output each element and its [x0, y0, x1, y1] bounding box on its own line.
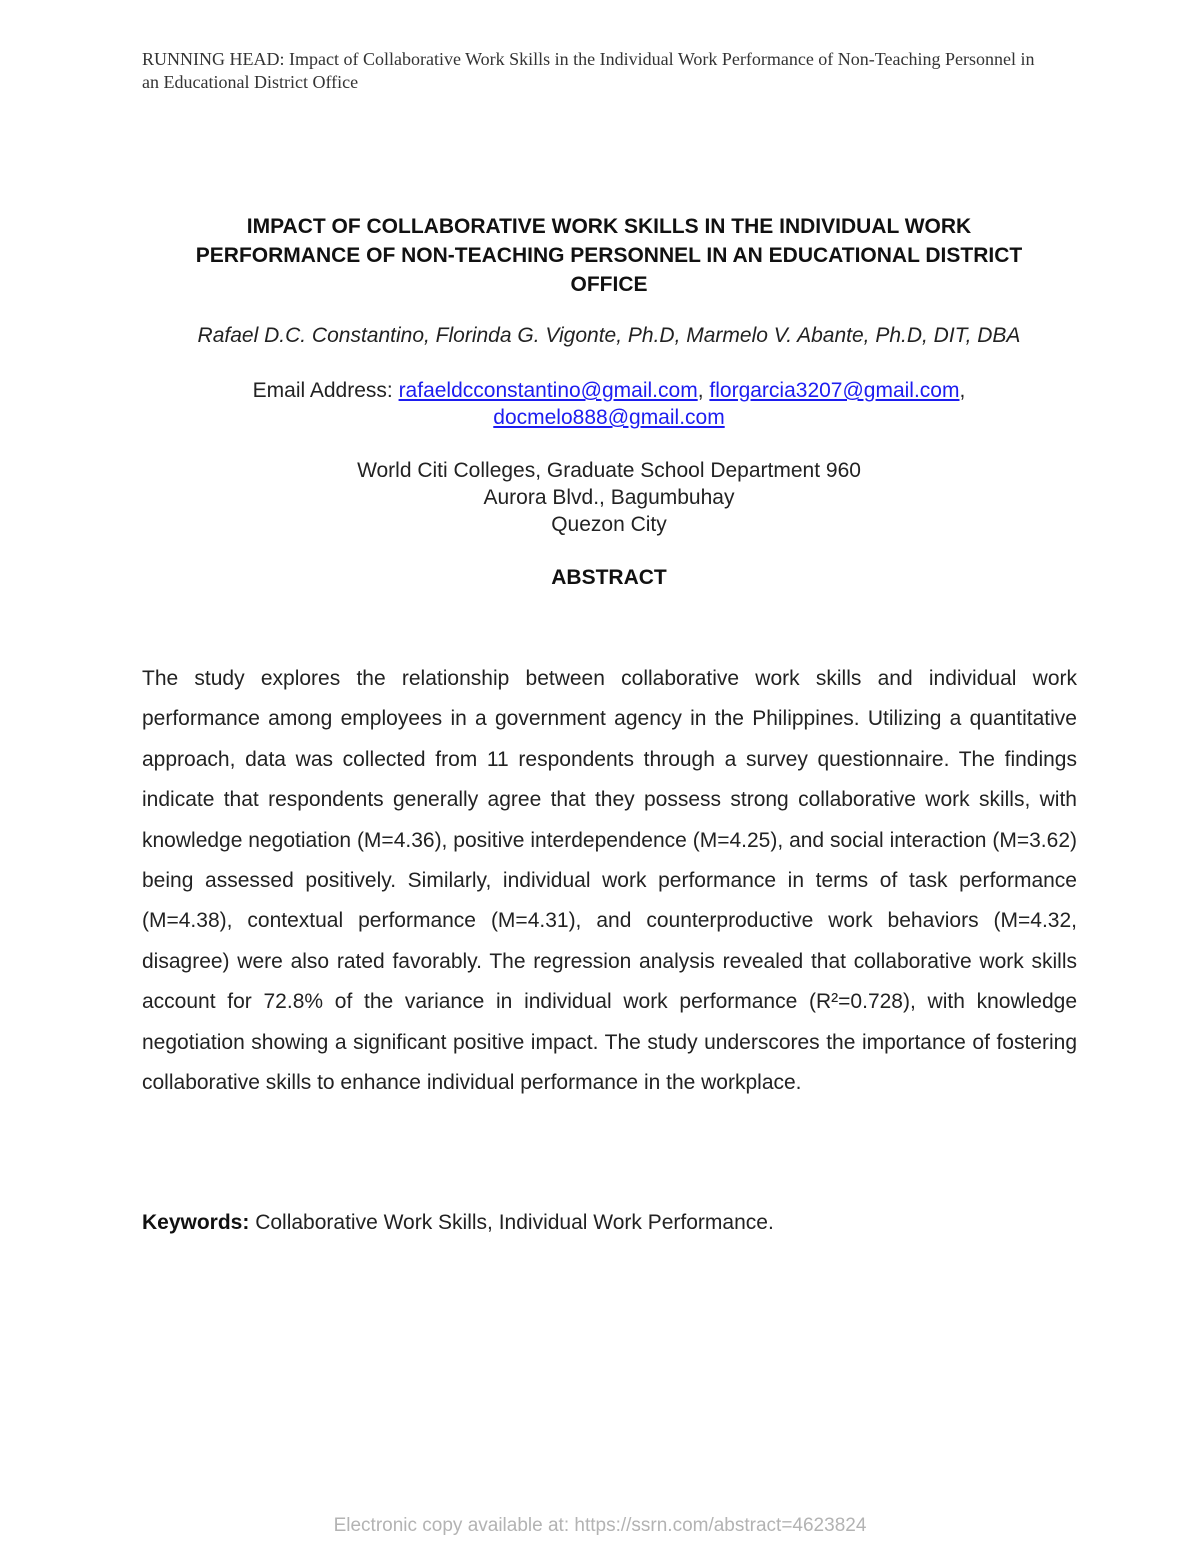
keywords-text: Collaborative Work Skills, Individual Work Performance.	[255, 1211, 774, 1234]
title-line-1: IMPACT OF COLLABORATIVE WORK SKILLS IN THE INDIVIDUAL WORK	[246, 215, 972, 238]
email-addresses	[120, 377, 1098, 431]
email-link-docmelo[interactable]: docmelo888@gmail.com	[493, 406, 725, 429]
affiliation-line-3: Quezon City	[551, 513, 667, 536]
email-separator: ,	[959, 379, 966, 402]
email-link-constantino[interactable]: rafaeldcconstantino@gmail.com	[398, 379, 698, 402]
title-line-3: OFFICE	[570, 273, 648, 296]
affiliation	[120, 457, 1098, 538]
email-separator: ,	[697, 379, 704, 402]
email-link-garcia[interactable]: florgarcia3207@gmail.com	[709, 379, 960, 402]
keywords-label: Keywords:	[142, 1211, 250, 1234]
abstract-heading: ABSTRACT	[551, 566, 667, 589]
author-list: Rafael D.C. Constantino, Florinda G. Vigonte, Ph.D, Marmelo V. Abante, Ph.D, DIT, DBA	[197, 324, 1021, 347]
keywords	[142, 1209, 1077, 1237]
email-label: Email Address:	[252, 379, 393, 402]
affiliation-line-1: World Citi Colleges, Graduate School Department 960	[357, 459, 861, 482]
title-line-2: PERFORMANCE OF NON-TEACHING PERSONNEL IN AN EDUCATIONAL DISTRICT	[195, 244, 1023, 267]
paper-title	[130, 212, 1088, 299]
abstract-body: The study explores the relationship between collaborative work skills and individual work performance among employees in a government agency in the Philippines. Utilizing a quantitative approach, data was collected from 11 respondents through a survey questionnaire. The findings indicate that respondents generally agree that they possess strong collaborative work skills, with knowledge negotiation (M=4.36), positive interdependence (M=4.25), and social interaction (M=3.62) being assessed positively. Similarly, individual work performance in terms of task performance (M=4.38), contextual performance (M=4.31), and counterproductive work behaviors (M=4.32, disagree) were also rated favorably. The regression analysis revealed that collaborative work skills account for 72.8% of the variance in individual work performance (R²=0.728), with knowledge negotiation showing a significant positive impact. The study underscores the importance of fostering collaborative skills to enhance individual performance in the workplace.	[142, 667, 1077, 1095]
footer-watermark: Electronic copy available at: https://ssrn.com/abstract=4623824	[333, 1515, 867, 1536]
running-head: RUNNING HEAD: Impact of Collaborative Work Skills in the Individual Work Performance of Non-Teaching Personnel in an Educational District Office	[142, 49, 1035, 92]
affiliation-line-2: Aurora Blvd., Bagumbuhay	[483, 486, 735, 509]
